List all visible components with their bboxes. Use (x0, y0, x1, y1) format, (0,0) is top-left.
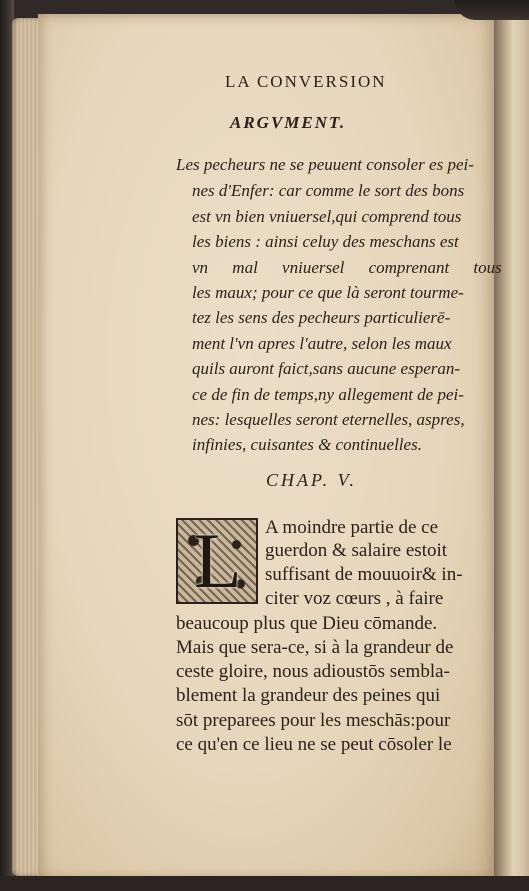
argument-line: les maux; pour ce que là seront tourme- (192, 283, 464, 302)
argument-line: Les pecheurs ne se peuuent consoler es pei- (176, 155, 474, 174)
body-line: Mais que sera-ce, si à la grandeur de (176, 637, 454, 658)
body-line: beaucoup plus que Dieu cōmande. (176, 613, 438, 634)
argument-title: ARGVMENT. (230, 113, 347, 132)
argument-line: vn mal vniuersel comprenant tous (192, 258, 502, 277)
argument-line: les biens : ainsi celuy des meschans est (192, 232, 459, 251)
argument-line: est vn bien vniuersel,qui comprend tous (192, 207, 462, 226)
drop-cap-letter: L (194, 517, 242, 604)
body-line: A moindre partie de ce (265, 517, 439, 538)
decorated-initial (176, 518, 258, 604)
chapter-heading: CHAP. V. (266, 470, 357, 490)
body-line: guerdon & salaire estoit (265, 540, 448, 561)
body-line: blement la grandeur des peines qui (176, 685, 441, 706)
body-line: ceste gloire, nous adioustōs sembla- (176, 661, 450, 682)
body-line: suffisant de mouuoir& in- (265, 564, 463, 585)
argument-line: nes d'Enfer: car comme le sort des bons (192, 181, 465, 200)
running-head: LA CONVERSION (225, 72, 387, 91)
argument-line: nes: lesquelles seront eternelles, aspres, (192, 410, 465, 429)
argument-line: quils auront faict,sans aucune esperan- (192, 359, 461, 378)
scan-background-bottom (0, 876, 529, 891)
body-line: ce qu'en ce lieu ne se peut cōsoler le (176, 734, 452, 755)
argument-line: tez les sens des pecheurs particulierē- (192, 308, 451, 327)
body-line: citer voz cœurs , à faire (265, 588, 444, 609)
body-line: sōt preparees pour les meschās:pour (176, 710, 451, 731)
book-gutter (494, 0, 529, 891)
argument-line: infinies, cuisantes & continuelles. (192, 435, 422, 454)
argument-line: ce de fin de temps,ny allegement de pei- (192, 385, 464, 404)
argument-line: ment l'vn apres l'autre, selon les maux (192, 334, 452, 353)
scan-background-top-right (455, 0, 529, 20)
